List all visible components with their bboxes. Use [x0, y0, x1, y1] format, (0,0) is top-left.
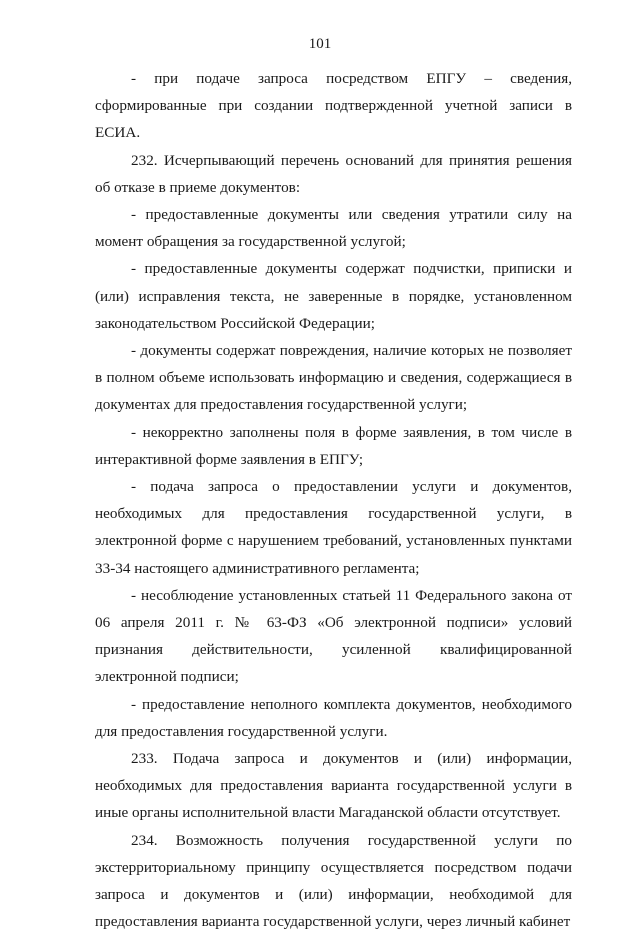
paragraph-232: 232. Исчерпывающий перечень оснований для принятия решения об отказе в приеме документов:: [95, 151, 572, 196]
document-body: [95, 65, 572, 936]
paragraph-bullet-incorrect-fields: - некорректно заполнены поля в форме заявления, в том числе в интерактивной форме заявления в ЕПГУ;: [95, 423, 572, 468]
page-number: 101: [308, 36, 332, 52]
paragraph-bullet-damaged-documents: - документы содержат повреждения, наличие которых не позволяет в полном объеме использовать информацию и сведения, содержащиеся в документах для предоставления государственной услуги;: [95, 342, 572, 414]
paragraph-bullet-incomplete-set: - предоставление неполного комплекта документов, необходимого для предоставления государственной услуги.: [95, 695, 572, 740]
paragraph-233: 233. Подача запроса и документов и (или) информации, необходимых для предоставления варианта государственной услуги в иные органы исполнительной власти Магаданской области отсутствует.: [95, 750, 572, 822]
paragraph-bullet-signature: - несоблюдение установленных статьей 11 Федерального закона от 06 апреля 2011 г. № 63-ФЗ «Об электронной подписи» условий признания действительности, усиленной квалифицированной электронной подписи;: [95, 586, 572, 686]
paragraph-bullet-expired-documents: - предоставленные документы или сведения утратили силу на момент обращения за государственной услугой;: [95, 206, 572, 251]
paragraph-bullet-corrections: - предоставленные документы содержат подчистки, приписки и (или) исправления текста, не заверенные в порядке, установленном законодательством Российской Федерации;: [95, 260, 572, 332]
paragraph-234: 234. Возможность получения государственной услуги по экстерриториальному принципу осуществляется посредством подачи запроса и документов и (или) информации, необходимой для предоставления варианта государственной услуги, через личный кабинет: [95, 831, 572, 931]
paragraph-bullet-epgu-info: - при подаче запроса посредством ЕПГУ – сведения, сформированные при создании подтвержденной учетной записи в ЕСИА.: [95, 70, 572, 142]
paragraph-bullet-electronic-violations: - подача запроса о предоставлении услуги и документов, необходимых для предоставления государственной услуги, в электронной форме с нарушением требований, установленных пунктами 33-34 настоящего административного регламента;: [95, 478, 572, 577]
